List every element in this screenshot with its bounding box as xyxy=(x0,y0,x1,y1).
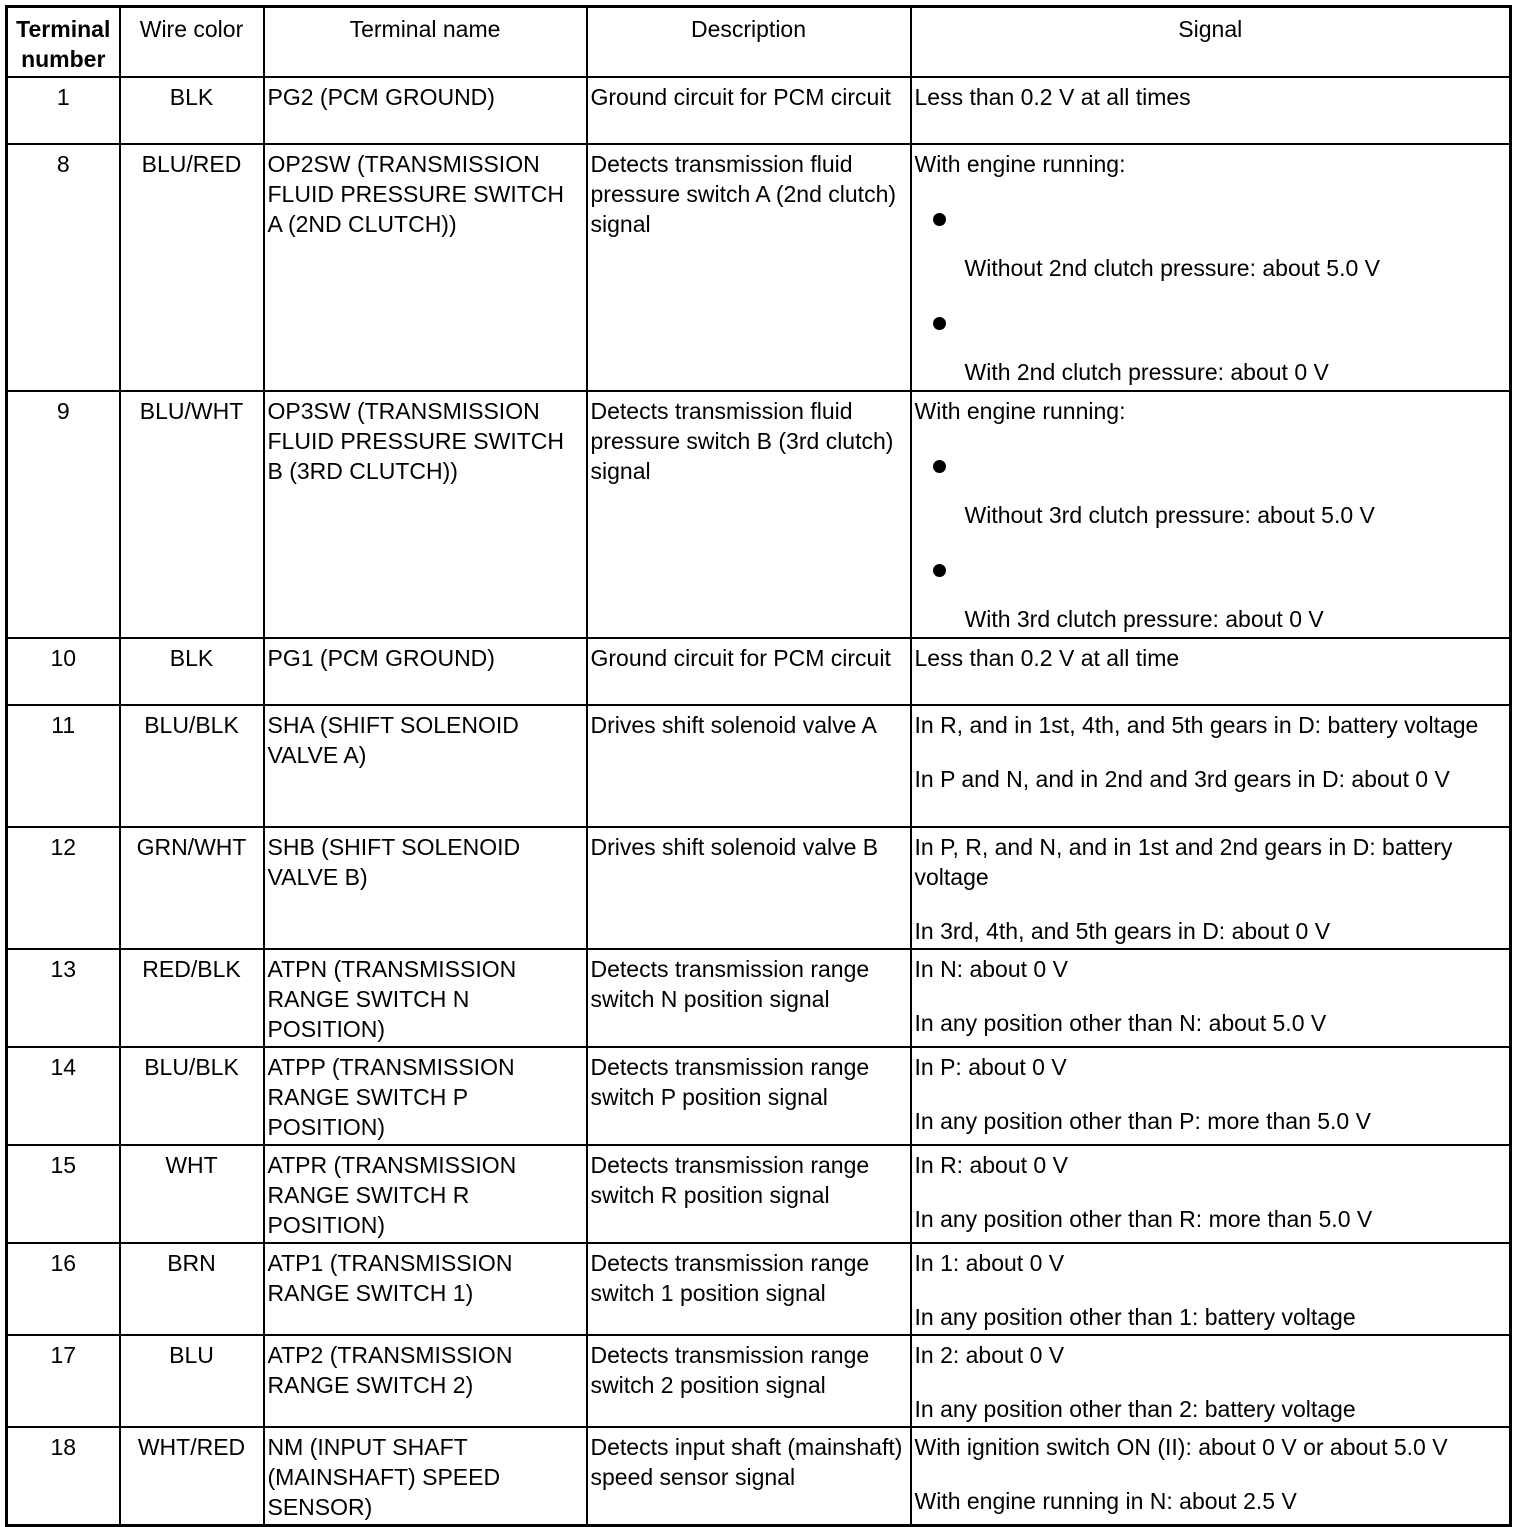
terminal-number: 15 xyxy=(7,1145,120,1243)
signal-line: In P and N, and in 2nd and 3rd gears in D: about 0 V xyxy=(914,766,1450,792)
wire-color: BLU xyxy=(120,1335,264,1427)
signal xyxy=(911,1243,1511,1335)
signal-line: In R, and in 1st, 4th, and 5th gears in D: battery voltage xyxy=(914,712,1479,738)
terminal-name: SHB (SHIFT SOLENOID VALVE B) xyxy=(264,827,587,949)
bullet-icon xyxy=(915,203,1507,225)
description: Detects transmission range switch R position signal xyxy=(587,1145,911,1243)
bullet-icon xyxy=(915,307,1507,329)
terminal-number: 14 xyxy=(7,1047,120,1145)
signal-line: Less than 0.2 V at all times xyxy=(914,84,1191,110)
description: Drives shift solenoid valve A xyxy=(587,705,911,827)
bullet-icon xyxy=(915,554,1507,576)
description: Detects transmission fluid pressure switch A (2nd clutch) signal xyxy=(587,144,911,391)
signal xyxy=(911,1145,1511,1243)
terminal-name: ATPR (TRANSMISSION RANGE SWITCH R POSITION) xyxy=(264,1145,587,1243)
signal xyxy=(911,949,1511,1047)
header-signal: Signal xyxy=(911,7,1511,78)
description: Detects transmission range switch N position signal xyxy=(587,949,911,1047)
signal-line: With engine running in N: about 2.5 V xyxy=(914,1488,1297,1514)
signal-intro: With engine running: xyxy=(914,398,1126,424)
wire-color: BLK xyxy=(120,638,264,705)
terminal-number: 18 xyxy=(7,1427,120,1526)
signal-line: Less than 0.2 V at all time xyxy=(914,645,1180,671)
signal xyxy=(911,1047,1511,1145)
terminal-name: SHA (SHIFT SOLENOID VALVE A) xyxy=(264,705,587,827)
wire-color: WHT/RED xyxy=(120,1427,264,1526)
terminal-name: NM (INPUT SHAFT (MAINSHAFT) SPEED SENSOR) xyxy=(264,1427,587,1526)
table-row xyxy=(7,638,1511,705)
signal xyxy=(911,638,1511,705)
wire-color: BLU/RED xyxy=(120,144,264,391)
terminal-number: 10 xyxy=(7,638,120,705)
wire-color: WHT xyxy=(120,1145,264,1243)
wire-color: BLK xyxy=(120,77,264,144)
terminal-number: 16 xyxy=(7,1243,120,1335)
signal xyxy=(911,705,1511,827)
table-row xyxy=(7,1427,1511,1526)
signal-line: In any position other than N: about 5.0 V xyxy=(914,1010,1327,1036)
terminal-number: 1 xyxy=(7,77,120,144)
signal-line: In any position other than 2: battery voltage xyxy=(914,1396,1356,1422)
table-row xyxy=(7,144,1511,391)
terminal-number: 11 xyxy=(7,705,120,827)
description: Detects transmission range switch 2 position signal xyxy=(587,1335,911,1427)
wire-color: BRN xyxy=(120,1243,264,1335)
signal-line: In 3rd, 4th, and 5th gears in D: about 0 V xyxy=(914,918,1331,944)
header-terminal-number: Terminal number xyxy=(7,7,120,78)
signal-bullet: With 2nd clutch pressure: about 0 V xyxy=(964,359,1329,385)
terminal-name: PG2 (PCM GROUND) xyxy=(264,77,587,144)
table-row xyxy=(7,705,1511,827)
signal-bullet: Without 3rd clutch pressure: about 5.0 V xyxy=(964,502,1375,528)
terminal-number: 9 xyxy=(7,391,120,638)
terminal-name: ATP1 (TRANSMISSION RANGE SWITCH 1) xyxy=(264,1243,587,1335)
table-row xyxy=(7,1335,1511,1427)
table-row xyxy=(7,949,1511,1047)
terminal-name: ATPP (TRANSMISSION RANGE SWITCH P POSITION) xyxy=(264,1047,587,1145)
terminal-number: 12 xyxy=(7,827,120,949)
description: Detects transmission range switch 1 position signal xyxy=(587,1243,911,1335)
header-terminal-name: Terminal name xyxy=(264,7,587,78)
signal xyxy=(911,1335,1511,1427)
description: Detects input shaft (mainshaft) speed sensor signal xyxy=(587,1427,911,1526)
signal-line: In 2: about 0 V xyxy=(914,1342,1065,1368)
wire-color: BLU/WHT xyxy=(120,391,264,638)
terminal-table xyxy=(5,5,1512,1527)
table-row xyxy=(7,1243,1511,1335)
description: Ground circuit for PCM circuit xyxy=(587,77,911,144)
terminal-name: ATPN (TRANSMISSION RANGE SWITCH N POSITION) xyxy=(264,949,587,1047)
description: Drives shift solenoid valve B xyxy=(587,827,911,949)
signal-line: In 1: about 0 V xyxy=(914,1250,1065,1276)
wire-color: GRN/WHT xyxy=(120,827,264,949)
description: Detects transmission fluid pressure switch B (3rd clutch) signal xyxy=(587,391,911,638)
table-row xyxy=(7,1047,1511,1145)
signal-line: In R: about 0 V xyxy=(914,1152,1068,1178)
signal-line: In P, R, and N, and in 1st and 2nd gears in D: battery voltage xyxy=(914,834,1453,890)
description: Detects transmission range switch P position signal xyxy=(587,1047,911,1145)
terminal-name: ATP2 (TRANSMISSION RANGE SWITCH 2) xyxy=(264,1335,587,1427)
description: Ground circuit for PCM circuit xyxy=(587,638,911,705)
wire-color: BLU/BLK xyxy=(120,705,264,827)
table-row xyxy=(7,77,1511,144)
header-row xyxy=(7,7,1511,78)
terminal-name: OP2SW (TRANSMISSION FLUID PRESSURE SWITCH A (2ND CLUTCH)) xyxy=(264,144,587,391)
signal-line: In any position other than 1: battery voltage xyxy=(914,1304,1356,1330)
signal-line: In any position other than R: more than 5.0 V xyxy=(914,1206,1373,1232)
table-row xyxy=(7,1145,1511,1243)
signal-line: In N: about 0 V xyxy=(914,956,1068,982)
signal xyxy=(911,827,1511,949)
terminal-number: 13 xyxy=(7,949,120,1047)
terminal-name: OP3SW (TRANSMISSION FLUID PRESSURE SWITCH B (3RD CLUTCH)) xyxy=(264,391,587,638)
wire-color: BLU/BLK xyxy=(120,1047,264,1145)
table-row xyxy=(7,391,1511,638)
table-row xyxy=(7,827,1511,949)
signal xyxy=(911,1427,1511,1526)
terminal-number: 8 xyxy=(7,144,120,391)
signal-line: With ignition switch ON (II): about 0 V or about 5.0 V xyxy=(914,1434,1448,1460)
signal-line: In P: about 0 V xyxy=(914,1054,1067,1080)
signal xyxy=(911,144,1511,391)
signal-line: In any position other than P: more than 5.0 V xyxy=(914,1108,1371,1134)
signal-intro: With engine running: xyxy=(914,151,1126,177)
signal-bullet: Without 2nd clutch pressure: about 5.0 V xyxy=(964,255,1381,281)
signal xyxy=(911,391,1511,638)
header-wire-color: Wire color xyxy=(120,7,264,78)
terminal-name: PG1 (PCM GROUND) xyxy=(264,638,587,705)
bullet-icon xyxy=(915,450,1507,472)
signal-bullet: With 3rd clutch pressure: about 0 V xyxy=(964,606,1324,632)
header-description: Description xyxy=(587,7,911,78)
wire-color: RED/BLK xyxy=(120,949,264,1047)
signal xyxy=(911,77,1511,144)
terminal-number: 17 xyxy=(7,1335,120,1427)
